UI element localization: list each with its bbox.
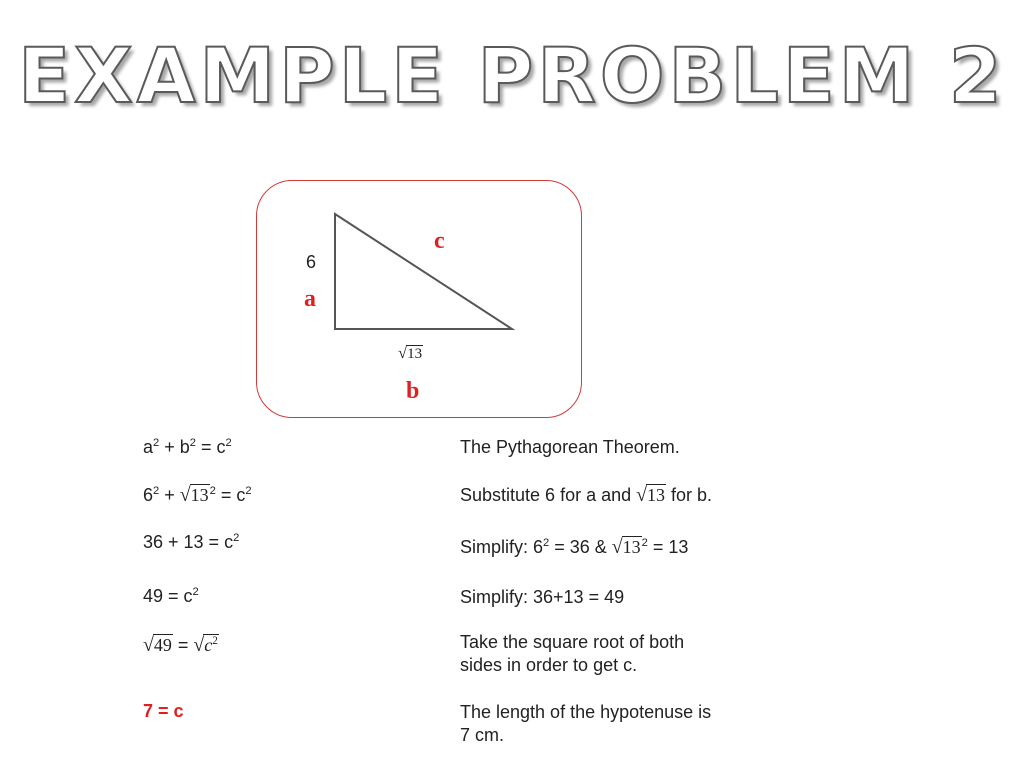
side-a-label: a [304,286,316,312]
side-b-value [398,343,423,363]
step2-equation: $6^2 + √13^2 = c^2$ [143,484,252,506]
slide-title: EXAMPLE PROBLEM 2 [18,31,1006,120]
side-b-label: b [406,378,420,404]
step6-answer: 7 = c [143,701,184,721]
step4-equation: $49 = c^2$ [143,586,199,606]
step6-explanation: The length of the hypotenuse is 7 cm. [460,702,712,745]
sqrt-13-figure: √13 [398,343,423,362]
step3-explanation: Simplify: $6^2 = 36$ & $√13^2 = 13$ [460,536,689,558]
hypotenuse-label: c [434,228,445,254]
step5-equation: $√49 = √c^2$ [143,634,218,656]
step1-explanation: The Pythagorean Theorem. [460,437,680,457]
step3-equation: $36 + 13 = c^2$ [143,532,240,552]
step5-explanation: Take the square root of both sides in order to get c. [460,632,685,675]
step2-explanation: Substitute 6 for a and √13 for b. [460,484,713,506]
triangle-shape [335,214,512,329]
step4-explanation: Simplify: 36+13 = 49 [460,587,625,607]
side-a-value: 6 [306,252,317,272]
step1-equation: $a^2 + b^2 = c^2$ [143,437,232,457]
